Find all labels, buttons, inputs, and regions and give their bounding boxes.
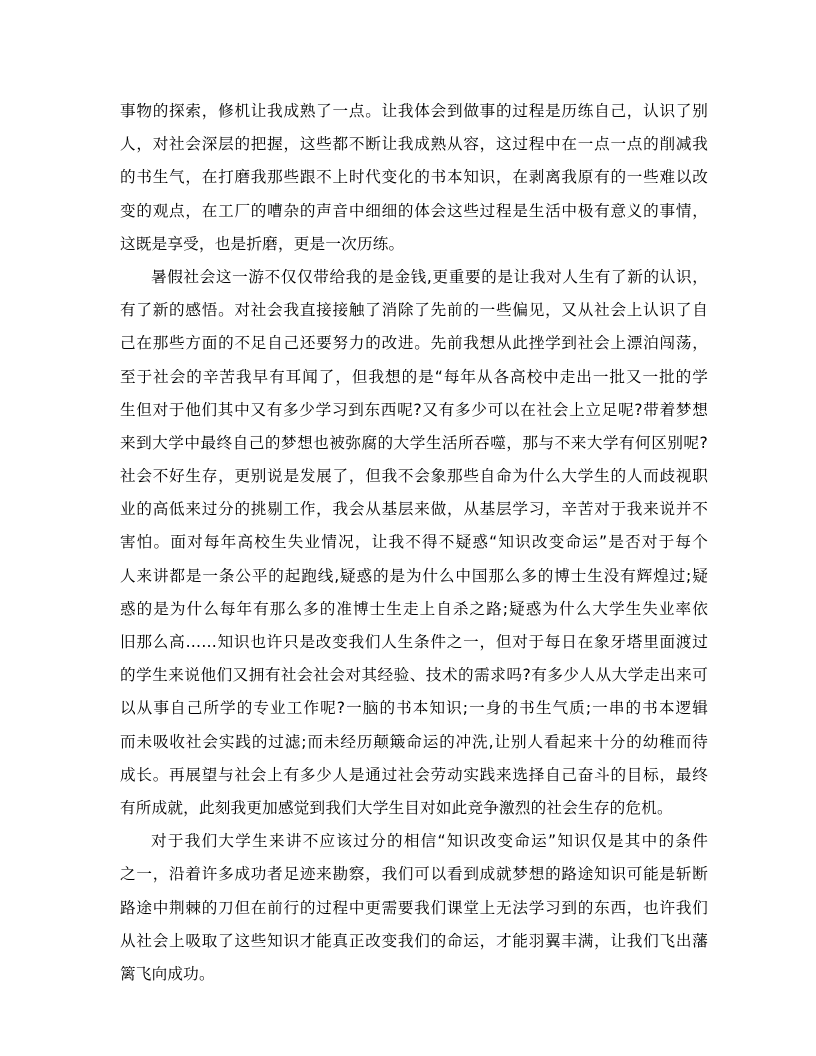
text-line: 以从事自己所学的专业工作呢?一脑的书本知识;一身的书生气质;一串的书本逻辑 (120, 699, 708, 718)
text-line: 的学生来说他们又拥有社会社会对其经验、技术的需求吗?有多少人从大学走出来可 (120, 666, 708, 685)
text-line: 篱飞向成功。 (120, 964, 215, 983)
paragraph-3 (120, 825, 708, 991)
text-line: 之一，沿着许多成功者足迹来勘察，我们可以看到成就梦想的路途知识可能是斩断 (120, 865, 708, 884)
text-line: 这既是享受，也是折磨，更是一次历练。 (120, 234, 405, 253)
text-line: 人，对社会深层的把握，这些都不断让我成熟从容，这过程中在一点一点的削减我 (120, 135, 708, 154)
text-line: 惑的是为什么每年有那么多的准博士生走上自杀之路;疑惑为什么大学生失业率依 (120, 599, 708, 618)
text-line: 人来讲都是一条公平的起跑线,疑惑的是为什么中国那么多的博士生没有辉煌过;疑 (120, 566, 708, 585)
text-line: 而未吸收社会实践的过滤;而未经历颠簸命运的冲洗,让别人看起来十分的幼稚而待 (120, 732, 708, 751)
text-line: 的书生气，在打磨我那些跟不上时代变化的书本知识，在剥离我原有的一些难以改 (120, 168, 708, 187)
text-line: 暑假社会这一游不仅仅带给我的是金钱,更重要的是让我对人生有了新的认识， (151, 267, 708, 286)
text-line: 旧那么高……知识也许只是改变我们人生条件之一，但对于每日在象牙塔里面渡过 (120, 633, 708, 651)
text-line: 事物的探索，修机让我成熟了一点。让我体会到做事的过程是历练自己，认识了别 (120, 102, 708, 120)
text-line: 业的高低来过分的挑剔工作，我会从基层来做，从基层学习，辛苦对于我来说并不 (120, 500, 708, 519)
text-line: 来到大学中最终自己的梦想也被弥腐的大学生活所吞噬，那与不来大学有何区别呢? (120, 433, 708, 452)
text-line: 变的观点，在工厂的嘈杂的声音中细细的体会这些过程是生活中极有意义的事情， (120, 201, 708, 220)
text-line: 从社会上吸取了这些知识才能真正改变我们的命运，才能羽翼丰满，让我们飞出藩 (120, 931, 708, 950)
text-line: 己在那些方面的不足自己还要努力的改进。先前我想从此挫学到社会上漂泊闯荡， (120, 334, 708, 353)
text-line: 生但对于他们其中又有多少学习到东西呢?又有多少可以在社会上立足呢?带着梦想 (120, 400, 708, 419)
text-line: 害怕。面对每年高校生失业情况，让我不得不疑惑“知识改变命运”是否对于每个 (120, 533, 708, 552)
text-line: 社会不好生存，更别说是发展了，但我不会象那些自命为什么大学生的人而歧视职 (120, 467, 708, 486)
text-line: 路途中荆棘的刀但在前行的过程中更需要我们课堂上无法学习到的东西，也许我们 (120, 898, 708, 917)
text-line: 有了新的感悟。对社会我直接接触了消除了先前的一些偏见，又从社会上认识了自 (120, 301, 708, 320)
text-line: 对于我们大学生来讲不应该过分的相信“知识改变命运”知识仅是其中的条件 (151, 832, 708, 851)
document-body (120, 95, 708, 991)
text-line: 至于社会的辛苦我早有耳闻了，但我想的是“每年从各高校中走出一批又一批的学 (120, 367, 708, 386)
paragraph-1 (120, 95, 708, 261)
paragraph-2 (120, 261, 708, 825)
text-line: 有所成就，此刻我更加感觉到我们大学生目对如此竞争激烈的社会生存的危机。 (120, 798, 673, 817)
text-line: 成长。再展望与社会上有多少人是通过社会劳动实践来选择自己奋斗的目标，最终 (120, 765, 708, 784)
